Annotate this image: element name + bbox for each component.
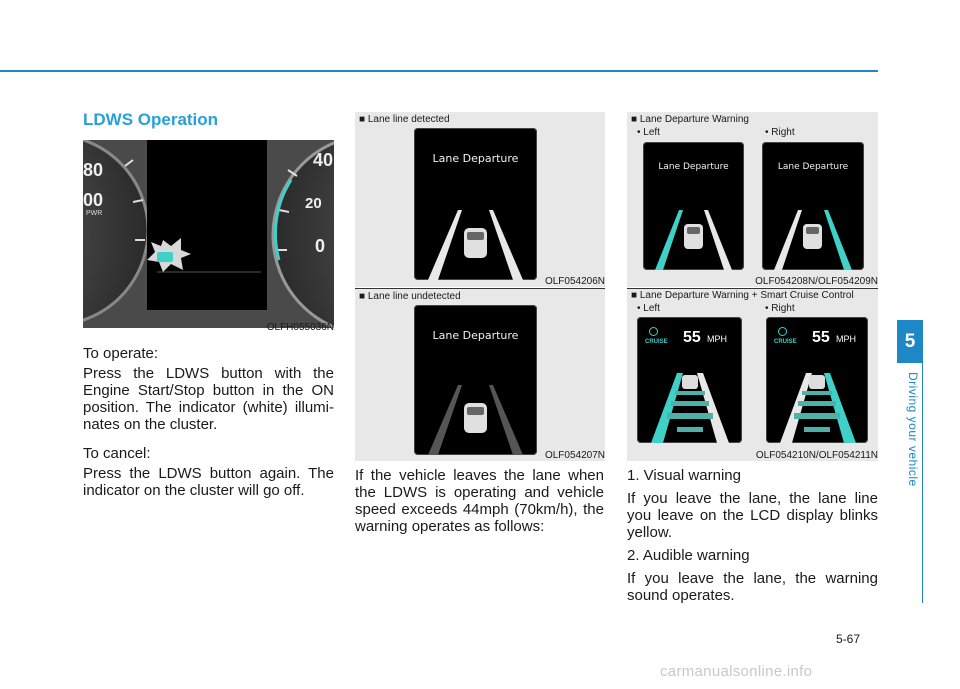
watermark: carmanualsonline.info: [660, 663, 813, 680]
gauge-right-bottom: 0: [315, 236, 326, 256]
lane-lines-graphic: [643, 184, 744, 270]
lane-detected-code: OLF054206N: [544, 276, 605, 287]
lane-cruise-code: OLF054210N/OLF054211N: [755, 450, 878, 461]
cluster-figure: [83, 140, 334, 328]
lcd-title: Lane Departure: [432, 329, 519, 342]
operate-text: Press the LDWS button with the Engine Start/Stop button in the ON position. The indicator (white) illumi-nates on the cluster.: [83, 365, 334, 433]
gauge-right-mid: 20: [305, 195, 322, 212]
lane-warning-tag: ■ Lane Departure Warning: [631, 114, 749, 125]
lane-cruise-right-lcd: [766, 317, 868, 443]
chapter-rule: [922, 363, 923, 603]
cruise-unit: MPH: [707, 334, 727, 344]
warning-2-text: If you leave the lane, the warning sound operates.: [627, 570, 878, 604]
lane-warning-right-lcd: [762, 142, 864, 270]
cruise-speed: 55: [812, 329, 830, 346]
warning-list: [627, 467, 878, 610]
warning-2-heading: 2. Audible warning: [627, 547, 750, 564]
cruise-lanes-graphic: [637, 353, 742, 443]
cruise-icon: [649, 327, 658, 336]
lcd-title: Lane Departure: [432, 152, 519, 165]
top-rule: [0, 70, 878, 72]
lane-detected-lcd: [414, 128, 537, 280]
col2-paragraph: If the vehicle leaves the lane when the LDWS is operating and vehicle speed exceeds 44mph (70km/h), the warning operates as follows:: [355, 467, 604, 535]
operate-heading: To operate:: [83, 345, 159, 362]
cluster-figure-code: OLFH055036N: [266, 322, 334, 333]
cluster-illustration: [83, 140, 334, 328]
cancel-text: Press the LDWS button again. The indicator on the cluster will go off.: [83, 465, 334, 499]
cruise-icon: [778, 327, 787, 336]
lane-cruise-figure: [627, 289, 878, 461]
lane-undetected-tag: ■ Lane line undetected: [359, 291, 461, 302]
lane-undetected-lcd: [414, 305, 537, 455]
lane-warning-code: OLF054208N/OLF054209N: [755, 276, 878, 287]
cruise-label: CRUISE: [774, 339, 797, 345]
chapter-tab: 5: [897, 320, 923, 363]
gauge-left-label: PWR: [86, 210, 103, 217]
warning-1-heading: 1. Visual warning: [627, 467, 741, 484]
gauge-right-top: 40: [313, 150, 334, 170]
lane-warning-right-label: • Right: [765, 127, 795, 138]
lane-cruise-right-label: • Right: [765, 303, 795, 314]
gauge-left-top: 80: [83, 160, 104, 180]
lane-detected-figure: [355, 112, 605, 287]
lane-undetected-figure: [355, 289, 605, 461]
cancel-heading: To cancel:: [83, 445, 151, 462]
lcd-title: Lane Departure: [777, 162, 849, 172]
lane-undetected-code: OLF054207N: [544, 450, 605, 461]
lane-lines-graphic: [414, 180, 537, 280]
operation-instructions: [83, 345, 334, 511]
lane-detected-tag: ■ Lane line detected: [359, 114, 450, 125]
lane-lines-graphic: [762, 184, 864, 270]
lane-warning-figure: [627, 112, 878, 287]
lcd-title: Lane Departure: [658, 162, 729, 172]
cruise-label: CRUISE: [645, 339, 668, 345]
gauge-left-mid: 00: [83, 190, 104, 210]
lane-cruise-left-label: • Left: [637, 303, 660, 314]
lane-warning-left-label: • Left: [637, 127, 660, 138]
lane-lines-graphic: [414, 355, 537, 455]
cruise-unit: MPH: [836, 334, 856, 344]
warning-1-text: If you leave the lane, the lane line you leave on the LCD display blinks yellow.: [627, 490, 878, 541]
cruise-lanes-graphic: [766, 353, 868, 443]
chapter-label: Driving your vehicle: [906, 372, 920, 487]
lane-warning-left-lcd: [643, 142, 744, 270]
section-title: LDWS Operation: [83, 110, 219, 129]
page-number: 5-67: [836, 632, 861, 646]
cruise-speed: 55: [683, 329, 701, 346]
lane-cruise-tag: ■ Lane Departure Warning + Smart Cruise Control: [631, 290, 854, 301]
lane-cruise-left-lcd: [637, 317, 742, 443]
